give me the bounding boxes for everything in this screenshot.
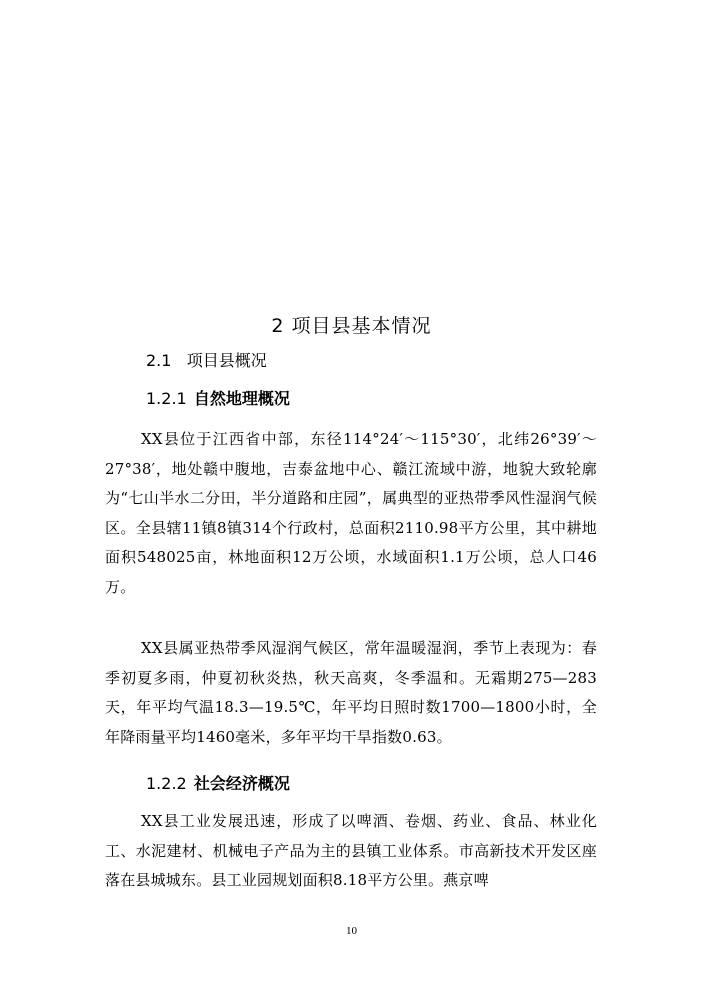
subsection-number: 1.2.1 [146,389,187,408]
paragraph-climate: XX县属亚热带季风湿润气候区，常年温暖湿润，季节上表现为：春季初夏多雨，仲夏初秋炎热，秋天高爽，冬季温和。无霜期275—283天，年平均气温18.3—19.5℃，年平均日照时数1700—1800小时，全年降雨量平均1460毫米，多年平均干旱指数0.63。 [105,639,597,746]
chapter-title: 2 项目县基本情况 [271,315,432,337]
subsection-number: 1.2.2 [146,774,187,793]
subsection-title: 社会经济概况 [193,774,290,793]
section-heading [146,350,267,372]
section-number: 2.1 [146,351,172,370]
paragraph-geography: XX县位于江西省中部，东径114°24′～115°30′，北纬26°39′～27°38′，地处赣中腹地，吉泰盆地中心、赣江流域中游，地貌大致轮廓为“七山半水二分田，半分道路和庄园”，属典型的亚热带季风性湿润气候区。全县辖11镇8镇314个行政村，总面积2110.98平方公里，其中耕地面积548025亩，林地面积12万公顷，水域面积1.1万公顷，总人口46万。 [105,430,597,596]
section-title: 项目县概况 [186,351,267,370]
subsection-heading-natural [146,388,290,410]
subsection-heading-economy [146,773,290,795]
paragraph-economy: XX县工业发展迅速，形成了以啤酒、卷烟、药业、食品、林业化工、水泥建材、机械电子产品为主的县镇工业体系。市高新技术开发区座落在县城城东。县工业园规划面积8.18平方公里。燕京啤 [105,812,597,889]
page-number: 10 [346,925,357,937]
subsection-title: 自然地理概况 [193,389,290,408]
